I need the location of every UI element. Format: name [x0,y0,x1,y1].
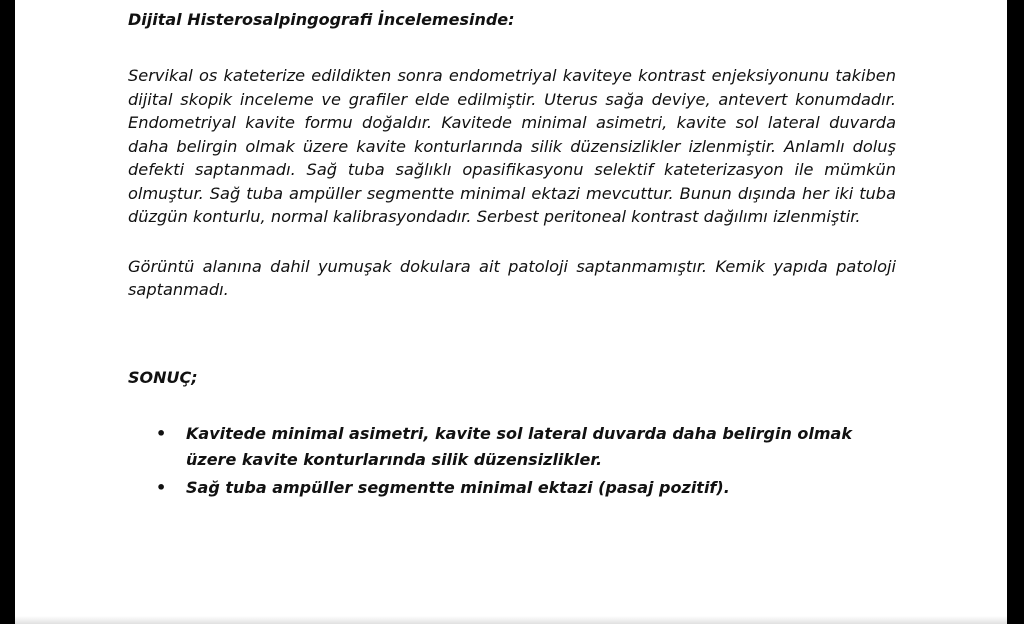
list-item-text: Kavitede minimal asimetri, kavite sol lateral duvarda daha belirgin olmak üzere kavite konturlarında silik düzensizlikler. [186,423,852,469]
list-item [156,421,896,473]
list-item [156,473,896,502]
bullet-icon: • [156,477,167,497]
bullet-icon: • [156,423,167,443]
soft-tissue-paragraph: Görüntü alanına dahil yumuşak dokulara ait patoloji saptanmamıştır. Kemik yapıda patoloji saptanmadı. [128,256,896,299]
conclusion-heading: SONUÇ; [128,367,198,387]
list-item-text: Sağ tuba ampüller segmentte minimal ektazi (pasaj pozitif). [186,477,730,497]
findings-paragraph: Servikal os kateterize edildikten sonra endometriyal kaviteye kontrast enjeksiyonunu takiben dijital skopik inceleme ve grafiler elde edilmiştir. Uterus sağa deviye, antevert konumdadır. Endometriyal kavite formu doğaldır. Kavitede minimal asimetri, kavite sol lateral duvarda daha belirgin olmak üzere kavite konturlarında silik düzensizlikler izlenmiştir. Anlamlı doluş defekti saptanmadı. Sağ tuba sağlıklı opasifikasyonu selektif kateterizasyon ile mümkün olmuştur. Sağ tuba ampüller segmentte minimal ektazi mevcuttur. Bunun dışında her iki tuba düzgün konturlu, normal kalibrasyondadır. Serbest peritoneal kontrast dağılımı izlenmiştir. [128,66,896,226]
report-title: Dijital Histerosalpingografi İncelemesinde: [128,10,515,29]
document-page [15,0,1007,624]
report-content [128,8,896,502]
conclusion-list [128,421,896,502]
